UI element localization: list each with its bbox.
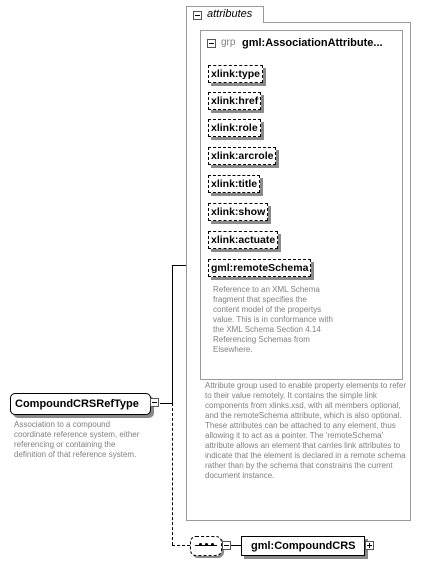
grp-prefix: grp [221,37,236,48]
attributes-title: attributes [207,8,253,20]
attributes-tab[interactable] [186,6,264,23]
connector-line [231,545,241,546]
attribute-xlink-actuate[interactable] [208,231,278,249]
grp-name[interactable]: gml:AssociationAttribute... [242,37,383,49]
connector-line [172,265,173,403]
type-box[interactable] [10,393,151,415]
attribute-gml-remoteschema[interactable] [208,259,311,277]
attribute-label: xlink:role [211,122,258,134]
collapse-icon[interactable] [193,11,202,20]
attribute-xlink-arcrole[interactable] [208,147,276,165]
sequence-compositor[interactable] [190,536,222,556]
sequence-icon [205,543,208,546]
attribute-xlink-title[interactable] [208,175,260,193]
attribute-label: xlink:type [211,68,261,80]
attribute-xlink-show[interactable] [208,203,268,221]
attribute-label: xlink:show [211,206,266,218]
attribute-label: xlink:title [211,178,258,190]
attribute-label: xlink:actuate [211,234,276,246]
collapse-icon[interactable] [222,541,231,550]
attribute-label: xlink:href [211,95,259,107]
attributes-description: Attribute group used to enable property elements to refer to their value remotely. It contains the simple link components from xlinks.xsd, with all members optional, and the remoteSchema attribute, which is also optional. These attributes can be attached to any element, thus allowing it to act as a pointer. The 'remoteSchema' attribute allows an element that carries link attributes to indicate that the element is declared in a remote schema rather than by the schema that constrains the current document instance. [205,381,407,480]
connector-line [172,545,190,546]
remoteschema-description: Reference to an XML Schema fragment that specifies the content model of the propertys value. This is in conformance with the XML Schema Section 4.14 Referencing Schemas from Elsewhere. [213,285,333,354]
attribute-xlink-href[interactable] [208,92,261,110]
type-name: CompoundCRSRefType [15,398,139,410]
collapse-icon[interactable] [207,39,216,48]
element-box[interactable] [241,536,365,556]
connector-line [172,265,186,266]
attribute-label: gml:remoteSchema [211,262,309,274]
connector-line [160,403,172,404]
sequence-icon [211,543,214,546]
type-description: Association to a compound coordinate reference system, either referencing or containing the definition of that reference system. [14,420,140,459]
collapse-icon[interactable] [150,398,159,407]
connector-line [172,403,173,545]
expand-icon[interactable] [365,541,374,550]
element-name: gml:CompoundCRS [251,540,356,552]
attribute-label: xlink:arcrole [211,150,274,162]
sequence-icon [199,543,202,546]
attribute-xlink-role[interactable] [208,119,261,137]
attribute-xlink-type[interactable] [208,65,263,83]
